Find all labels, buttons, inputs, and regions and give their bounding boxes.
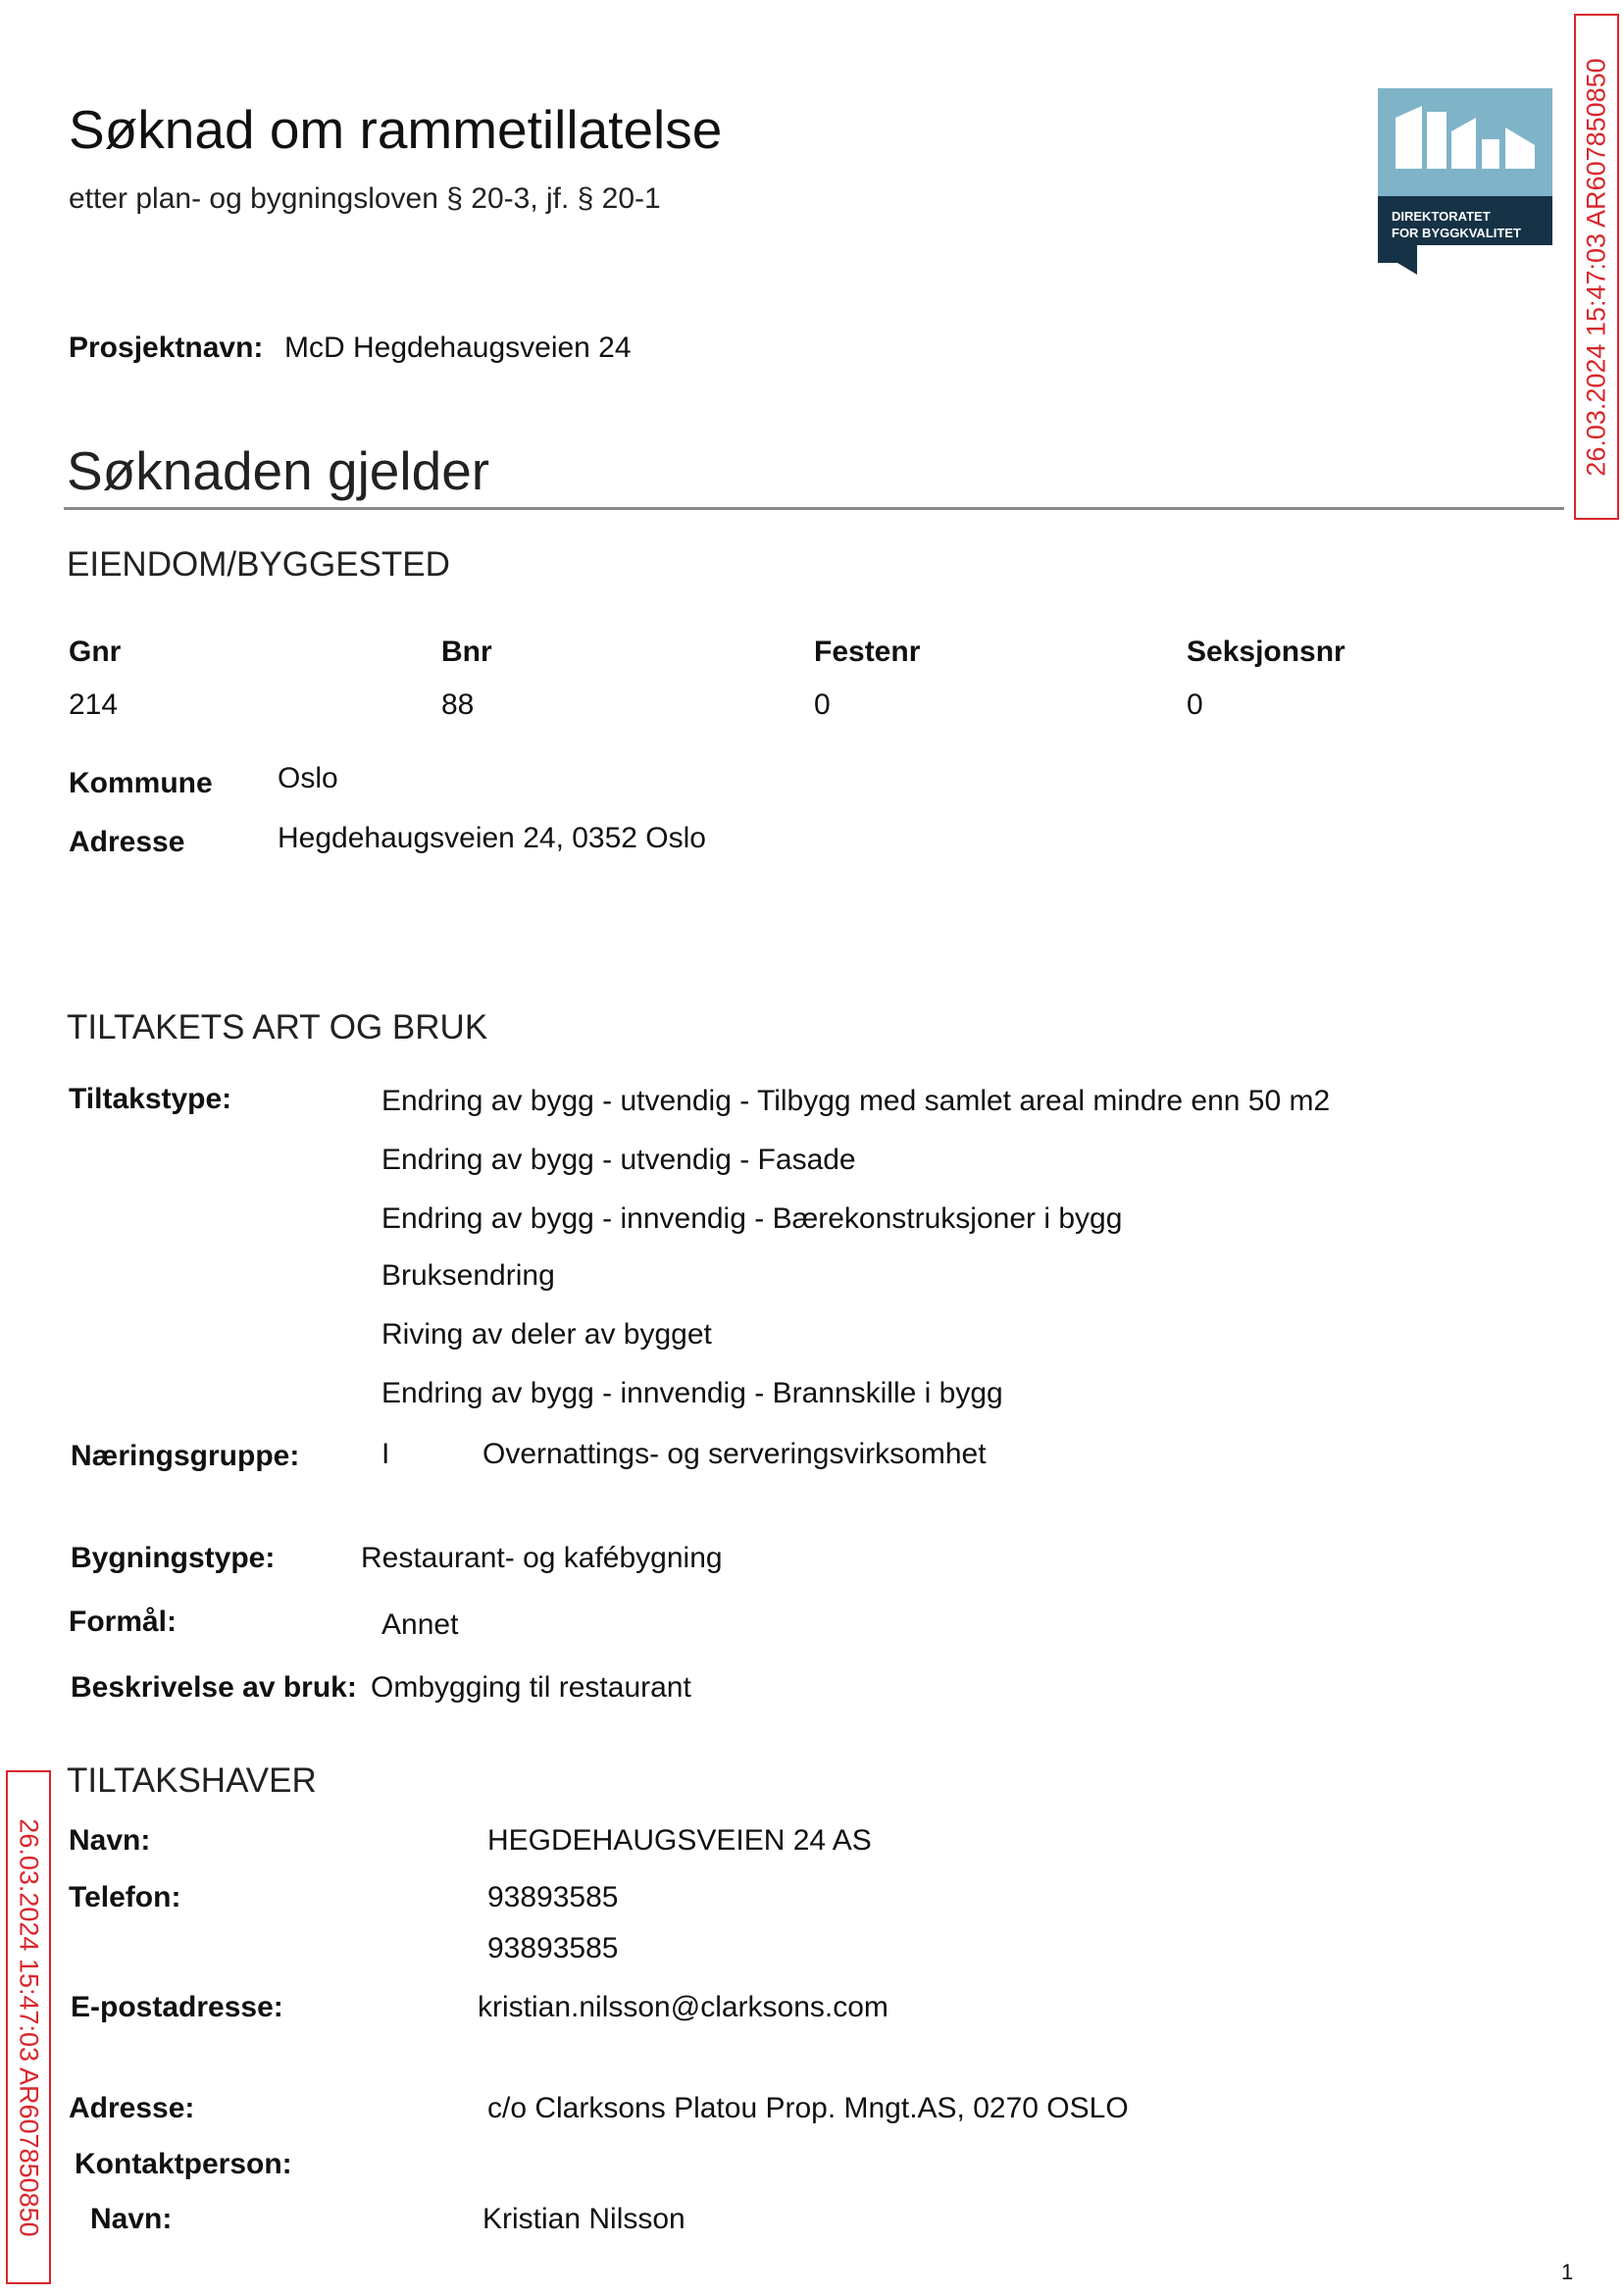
adresse-value: Hegdehaugsveien 24, 0352 Oslo — [278, 822, 706, 854]
gnr-label: Gnr — [69, 636, 122, 668]
naeringsgruppe-code: I — [381, 1438, 390, 1470]
seksjonsnr-label: Seksjonsnr — [1187, 636, 1345, 668]
telefon-value-1: 93893585 — [487, 1881, 619, 1913]
kommune-value: Oslo — [278, 762, 338, 794]
dibk-logo — [1378, 88, 1552, 275]
section-heading-tiltakshaver: TILTAKSHAVER — [67, 1761, 317, 1800]
svg-text:DIREKTORATET: DIREKTORATET — [1392, 209, 1491, 224]
tiltakstype-item: Endring av bygg - utvendig - Tilbygg med samlet areal mindre enn 50 m2 — [381, 1085, 1331, 1117]
project-name-value: McD Hegdehaugsveien 24 — [284, 331, 632, 364]
archive-stamp-left: 26.03.2024 15:47:03 AR607850850 — [6, 1770, 51, 2284]
kontaktperson-label: Kontaktperson: — [75, 2148, 292, 2180]
document-subtitle: etter plan- og bygningsloven § 20-3, jf. § 20-1 — [69, 182, 661, 215]
tiltakstype-label: Tiltakstype: — [69, 1083, 232, 1115]
gnr-value: 214 — [69, 688, 119, 721]
telefon-value-2: 93893585 — [487, 1932, 619, 1964]
naeringsgruppe-label: Næringsgruppe: — [71, 1440, 300, 1472]
svg-text:FOR BYGGKVALITET: FOR BYGGKVALITET — [1392, 226, 1521, 240]
tiltakshaver-adresse-label: Adresse: — [69, 2092, 195, 2124]
project-name-label: Prosjektnavn: — [69, 331, 264, 364]
heading-divider — [64, 507, 1564, 510]
formal-value: Annet — [381, 1608, 459, 1641]
section-heading-tiltak: TILTAKETS ART OG BRUK — [67, 1008, 488, 1046]
beskrivelse-value: Ombygging til restaurant — [371, 1671, 691, 1704]
epost-value: kristian.nilsson@clarksons.com — [478, 1991, 888, 2023]
telefon-label: Telefon: — [69, 1881, 181, 1913]
tiltakstype-item: Endring av bygg - innvendig - Brannskille i bygg — [381, 1377, 1003, 1409]
tiltakstype-item: Endring av bygg - utvendig - Fasade — [381, 1144, 856, 1176]
archive-stamp-top: 26.03.2024 15:47:03 AR607850850 — [1574, 14, 1619, 520]
beskrivelse-label: Beskrivelse av bruk: — [71, 1671, 357, 1704]
navn-label: Navn: — [69, 1824, 151, 1857]
festenr-label: Festenr — [814, 636, 921, 668]
bnr-label: Bnr — [441, 636, 492, 668]
adresse-label: Adresse — [69, 826, 185, 858]
formal-label: Formål: — [69, 1606, 178, 1638]
kontakt-navn-label: Navn: — [90, 2203, 173, 2235]
navn-value: HEGDEHAUGSVEIEN 24 AS — [487, 1824, 872, 1857]
document-title: Søknad om rammetillatelse — [69, 99, 723, 160]
bygningstype-label: Bygningstype: — [71, 1542, 276, 1574]
kontakt-navn-value: Kristian Nilsson — [482, 2203, 685, 2235]
tiltakshaver-adresse-value: c/o Clarksons Platou Prop. Mngt.AS, 0270 OSLO — [487, 2092, 1129, 2124]
kommune-label: Kommune — [69, 767, 213, 799]
seksjonsnr-value: 0 — [1187, 688, 1203, 721]
naeringsgruppe-text: Overnattings- og serveringsvirksomhet — [482, 1438, 987, 1470]
epost-label: E-postadresse: — [71, 1991, 283, 2023]
tiltakstype-item: Riving av deler av bygget — [381, 1318, 712, 1351]
tiltakstype-item: Bruksendring — [381, 1259, 555, 1292]
festenr-value: 0 — [814, 688, 831, 721]
section-heading-soknad: Søknaden gjelder — [67, 440, 490, 501]
section-heading-eiendom: EIENDOM/BYGGESTED — [67, 545, 450, 584]
tiltakstype-item: Endring av bygg - innvendig - Bærekonstruksjoner i bygg — [381, 1202, 1123, 1235]
bnr-value: 88 — [441, 688, 475, 721]
page-number: 1 — [1561, 2260, 1574, 2284]
bygningstype-value: Restaurant- og kafébygning — [361, 1542, 723, 1574]
